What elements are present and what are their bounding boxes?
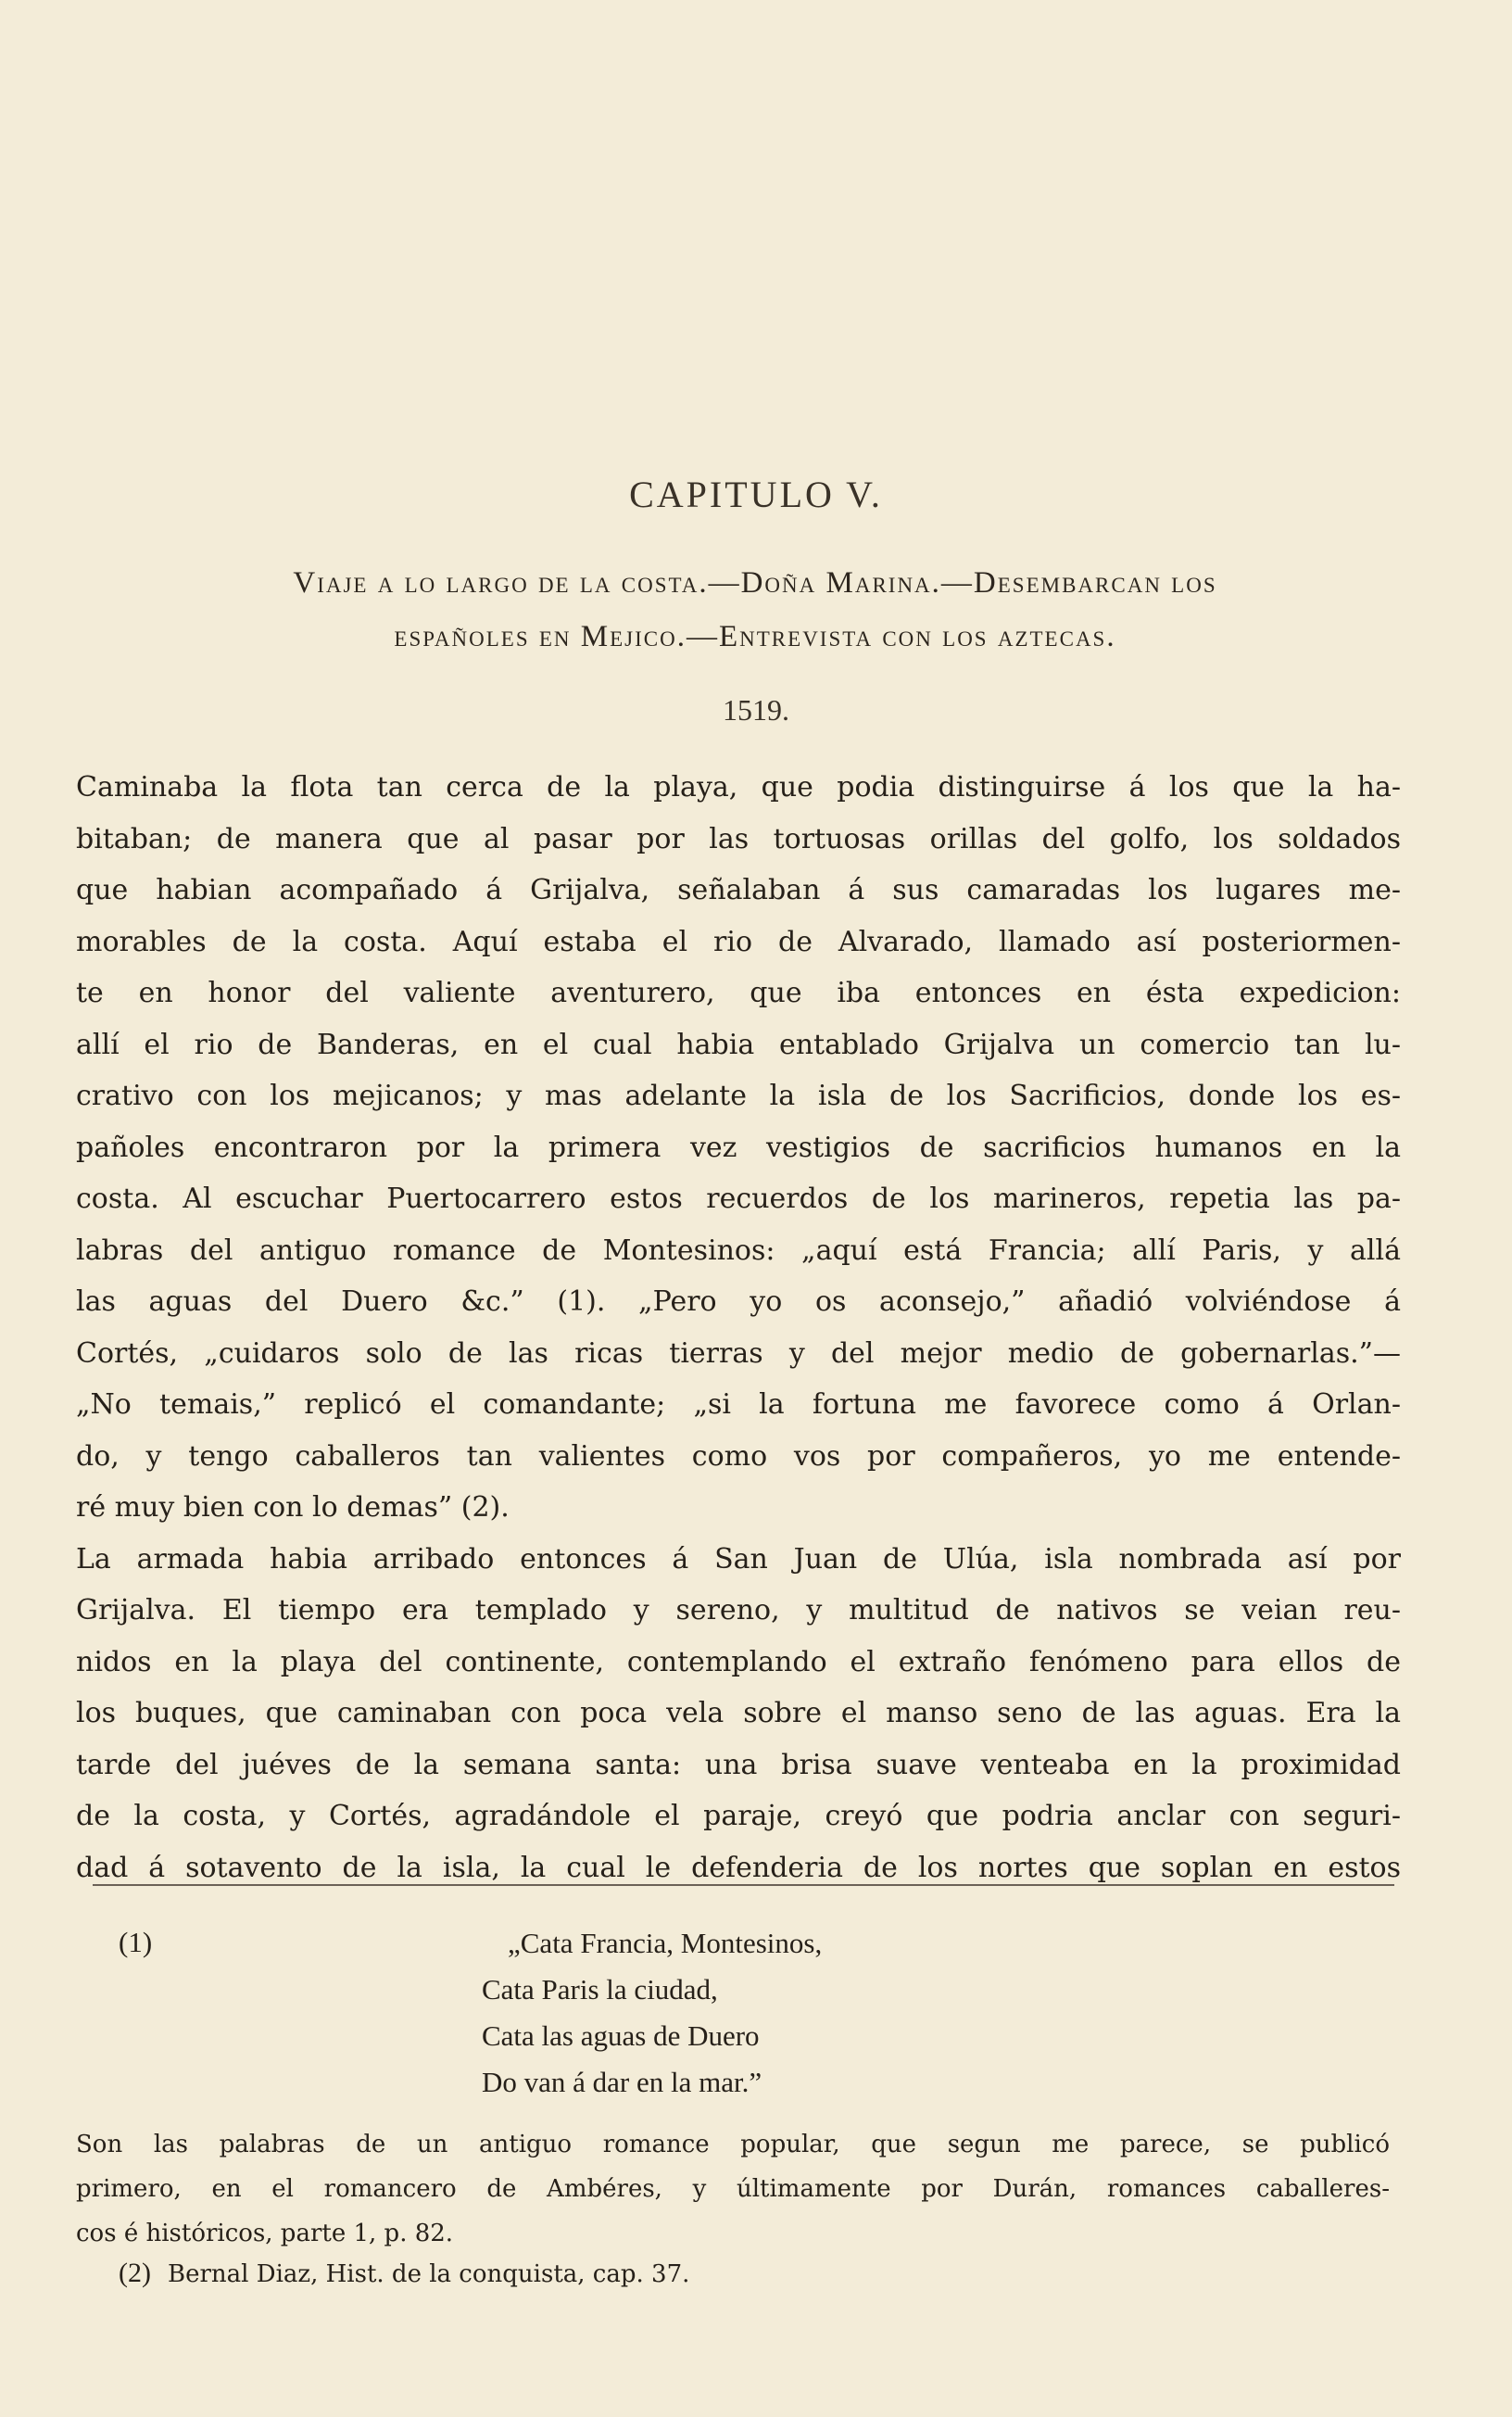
paragraph-1-line: allí el rio de Banderas, en el cual habia entablado Grijalva un comercio tan lu- — [76, 1028, 1401, 1061]
footnote-2-text: Bernal Diaz, Hist. de la conquista, cap. 37. — [167, 2260, 690, 2288]
paragraph-2-line: La armada habia arribado entonces á San Juan de Ulúa, isla nombrada así por — [76, 1542, 1401, 1575]
body-text — [76, 762, 1401, 1893]
paragraph-2-line: los buques, que caminaban con poca vela sobre el manso seno de las aguas. Era la — [76, 1697, 1401, 1729]
footnote-line: primero, en el romancero de Ambéres, y últimamente por Durán, romances caballeres- — [76, 2175, 1390, 2203]
paragraph-1-line: costa. Al escuchar Puertocarrero estos recuerdos de los marineros, repetia las pa- — [76, 1183, 1401, 1215]
paragraph-1-line: te en honor del valiente aventurero, que iba entonces en ésta expedicion: — [76, 977, 1401, 1009]
verse-line: Do van á dar en la mar.” — [482, 2066, 762, 2098]
paragraph-2-line: de la costa, y Cortés, agradándole el paraje, creyó que podria anclar con seguri- — [76, 1800, 1401, 1832]
verse-line: Cata las aguas de Duero — [482, 2019, 760, 2052]
paragraph-1-line: Caminaba la flota tan cerca de la playa, que podia distinguirse á los que la ha- — [76, 771, 1401, 804]
chapter-title: CAPITULO V. — [629, 474, 883, 515]
chapter-year: 1519. — [723, 693, 789, 727]
paragraph-1-line: que habian acompañado á Grijalva, señalaban á sus camaradas los lugares me- — [76, 874, 1401, 906]
footnote-line: cos é históricos, parte 1, p. 82. — [76, 2220, 454, 2247]
verse-line: Cata Paris la ciudad, — [482, 1973, 718, 2006]
paragraph-1-line: do, y tengo caballeros tan valientes como vos por compañeros, yo me entende- — [76, 1439, 1401, 1473]
paragraph-2-line: dad á sotavento de la isla, la cual le defenderia de los nortes que soplan en estos — [76, 1851, 1401, 1884]
paragraph-1-line: ré muy bien con lo demas” (2). — [76, 1491, 510, 1524]
footnote-1-text — [76, 2122, 1390, 2256]
paragraph-2-line: tarde del juéves de la semana santa: una brisa suave venteaba en la proximidad — [76, 1748, 1401, 1781]
paragraph-1-line: pañoles encontraron por la primera vez vestigios de sacrificios humanos en la — [76, 1131, 1401, 1164]
paragraph-1-line: Cortés, „cuidaros solo de las ricas tierras y del mejor medio de gobernarlas.”— — [76, 1336, 1401, 1370]
footnote-2-marker: (2) — [119, 2258, 151, 2288]
paragraph-1-line: morables de la costa. Aquí estaba el rio de Alvarado, llamado así posteriormen- — [76, 925, 1401, 958]
footnote-1-marker: (1) — [119, 1926, 153, 1958]
footnote-2 — [119, 2258, 689, 2289]
verse-line: „Cata Francia, Montesinos, — [508, 1927, 823, 1959]
footnote-verse — [482, 1920, 822, 2106]
paragraph-1-line: bitaban; de manera que al pasar por las tortuosas orillas del golfo, los soldados — [76, 822, 1401, 855]
paragraph-1-line: crativo con los mejicanos; y mas adelante la isla de los Sacrificios, donde los es- — [76, 1080, 1401, 1112]
footnote-divider — [93, 1884, 1394, 1886]
footnote-line: Son las palabras de un antiguo romance popular, que segun me parece, se publicó — [76, 2131, 1390, 2158]
paragraph-2-line: Grijalva. El tiempo era templado y sereno, y multitud de nativos se veian reu- — [76, 1594, 1401, 1626]
paragraph-1-line: labras del antiguo romance de Montesinos: „aquí está Francia; allí Paris, y allá — [76, 1234, 1401, 1267]
summary-line: españoles en Mejico.—Entrevista con los aztecas. — [394, 620, 1116, 653]
summary-line: Viaje a lo largo de la costa.—Doña Marina.—Desembarcan los — [293, 566, 1217, 600]
chapter-summary — [102, 556, 1408, 664]
paragraph-1-line: las aguas del Duero &c.” (1). „Pero yo os aconsejo,” añadió volviéndose á — [76, 1285, 1401, 1318]
paragraph-2-line: nidos en la playa del continente, contemplando el extraño fenómeno para ellos de — [76, 1645, 1401, 1678]
paragraph-1-line: „No temais,” replicó el comandante; „si la fortuna me favorece como á Orlan- — [76, 1388, 1401, 1421]
